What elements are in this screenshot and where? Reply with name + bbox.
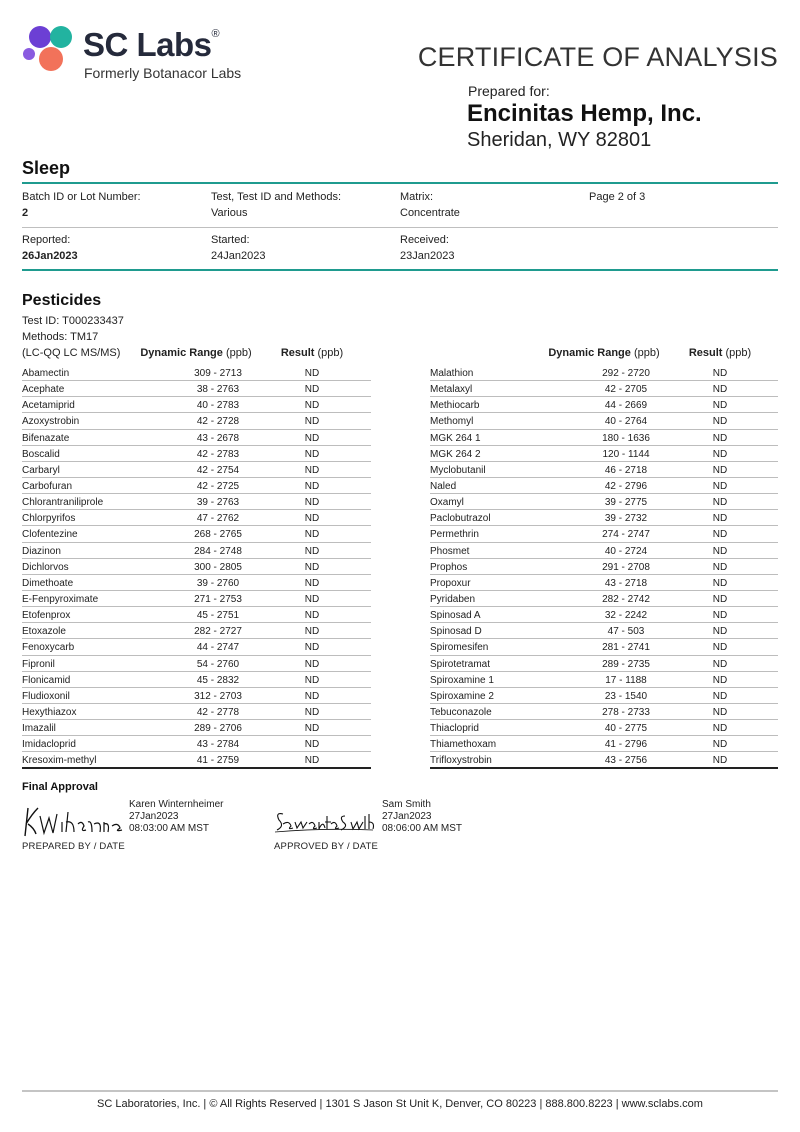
analyte-name: Hexythiazox <box>22 706 77 718</box>
analyte-name: E-Fenpyroximate <box>22 593 99 605</box>
result: ND <box>712 432 728 444</box>
dynamic-range: 120 - 1144 <box>602 448 650 460</box>
table-row <box>22 704 371 720</box>
result: ND <box>712 368 728 379</box>
result: ND <box>304 642 320 654</box>
analyte-name: Abamectin <box>22 368 70 379</box>
dynamic-range: 42 - 2783 <box>196 448 240 460</box>
analyte-name: Metalaxyl <box>430 384 473 396</box>
dynamic-range: 284 - 2748 <box>194 545 242 557</box>
result: ND <box>712 690 728 702</box>
batch-info <box>22 189 141 221</box>
approver-name: Sam Smith <box>382 799 431 810</box>
col-header-range-right: Dynamic Range (ppb) <box>548 347 660 359</box>
dynamic-range: 39 - 2732 <box>604 513 648 525</box>
analyte-name: Fipronil <box>22 658 55 670</box>
table-row <box>430 397 778 413</box>
table-row <box>430 526 778 542</box>
table-row <box>22 510 371 526</box>
dynamic-range: 44 - 2669 <box>604 400 648 412</box>
dynamic-range: 42 - 2778 <box>196 706 240 718</box>
dynamic-range: 45 - 2751 <box>196 610 240 622</box>
table-row <box>22 656 371 672</box>
analyte-name: Imidacloprid <box>22 739 76 751</box>
table-row <box>430 591 778 607</box>
analyte-name: Pyridaben <box>430 593 476 605</box>
table-row <box>22 430 371 446</box>
result: ND <box>712 755 728 767</box>
analyte-name: Spiromesifen <box>430 642 489 654</box>
page-label: Page 2 of 3 <box>589 191 646 203</box>
result: ND <box>304 739 320 751</box>
table-row <box>22 672 371 688</box>
approver-signature <box>273 802 377 836</box>
dynamic-range: 46 - 2718 <box>604 464 648 476</box>
result: ND <box>304 432 320 444</box>
table-row <box>22 688 371 704</box>
result: ND <box>304 497 320 509</box>
dynamic-range: 309 - 2713 <box>194 368 242 379</box>
table-row <box>22 462 371 478</box>
pesticide-table-left <box>22 365 371 769</box>
dynamic-range: 43 - 2718 <box>604 577 648 589</box>
table-row <box>22 720 371 736</box>
reported-info <box>22 232 78 264</box>
preparer-role: PREPARED BY / DATE <box>22 841 125 852</box>
dynamic-range: 45 - 2832 <box>196 674 240 686</box>
analyte-name: Paclobutrazol <box>430 513 491 525</box>
result: ND <box>712 577 728 589</box>
result: ND <box>304 626 320 638</box>
table-row <box>430 688 778 704</box>
result: ND <box>712 480 728 492</box>
approver-role: APPROVED BY / DATE <box>274 841 379 852</box>
table-row <box>22 365 371 381</box>
result: ND <box>304 384 320 396</box>
analyte-name: Propoxur <box>430 577 471 589</box>
dynamic-range: 41 - 2759 <box>196 755 240 767</box>
matrix-label: Matrix: <box>400 191 433 203</box>
table-row <box>22 413 371 429</box>
analyte-name: Diazinon <box>22 545 61 557</box>
result: ND <box>712 642 728 654</box>
analyte-name: Chlorantraniliprole <box>22 497 104 509</box>
table-row <box>430 752 778 768</box>
test-info <box>211 189 341 221</box>
result: ND <box>304 706 320 718</box>
received-label: Received: <box>400 234 449 246</box>
dynamic-range: 282 - 2727 <box>194 626 242 638</box>
analyte-name: Naled <box>430 480 457 492</box>
divider <box>22 269 778 271</box>
started-info <box>211 232 265 264</box>
sc-labs-logo-icon <box>22 22 78 74</box>
table-row <box>22 607 371 623</box>
dynamic-range: 23 - 1540 <box>604 690 648 702</box>
table-row <box>22 446 371 462</box>
analyte-name: Phosmet <box>430 545 470 557</box>
brand-name: SC Labs® <box>83 26 220 63</box>
document-title: CERTIFICATE OF ANALYSIS <box>417 42 778 72</box>
analyte-name: Kresoxim-methyl <box>22 755 97 767</box>
analyte-name: Acetamiprid <box>22 400 75 412</box>
dynamic-range: 39 - 2775 <box>604 497 648 509</box>
batch-value: 2 <box>22 207 29 219</box>
result: ND <box>712 593 728 605</box>
analyte-name: Etofenprox <box>22 610 71 622</box>
received-info <box>400 232 454 264</box>
result: ND <box>712 513 728 525</box>
client-name: Encinitas Hemp, Inc. <box>467 100 702 127</box>
reported-label: Reported: <box>22 234 71 246</box>
table-row <box>22 494 371 510</box>
dynamic-range: 180 - 1636 <box>602 432 650 444</box>
result: ND <box>712 723 728 735</box>
result: ND <box>712 529 728 541</box>
result: ND <box>304 723 320 735</box>
result: ND <box>304 674 320 686</box>
result: ND <box>304 529 320 541</box>
result: ND <box>712 497 728 509</box>
dynamic-range: 300 - 2805 <box>194 561 242 573</box>
sc-labs-logo <box>22 22 262 82</box>
dynamic-range: 42 - 2754 <box>196 464 240 476</box>
dynamic-range: 40 - 2764 <box>604 416 648 428</box>
table-row <box>22 381 371 397</box>
table-row <box>430 446 778 462</box>
matrix-value: Concentrate <box>400 207 460 219</box>
result: ND <box>304 513 320 525</box>
pesticide-table-right <box>430 365 778 769</box>
dynamic-range: 40 - 2783 <box>196 400 240 412</box>
test-label: Test, Test ID and Methods: <box>211 191 342 203</box>
table-row <box>22 591 371 607</box>
dynamic-range: 274 - 2747 <box>602 529 650 541</box>
col-header-result-right: Result (ppb) <box>688 347 752 359</box>
analyte-name: Carbaryl <box>22 464 60 476</box>
analyte-name: MGK 264 1 <box>430 432 481 444</box>
result: ND <box>304 610 320 622</box>
table-row <box>430 494 778 510</box>
footer-text: SC Laboratories, Inc. | © All Rights Reserved | 1301 S Jason St Unit K, Denver, CO 80223 | 888.800.8223 | www.sclabs.com <box>97 1098 703 1110</box>
analyte-name: Myclobutanil <box>430 464 486 476</box>
analyte-name: Chlorpyrifos <box>22 513 76 525</box>
table-row <box>430 381 778 397</box>
result: ND <box>712 739 728 751</box>
dynamic-range: 43 - 2678 <box>196 432 240 444</box>
analyte-name: Dichlorvos <box>22 561 69 573</box>
table-row <box>430 607 778 623</box>
table-row <box>22 559 371 575</box>
result: ND <box>712 610 728 622</box>
analyte-name: Methiocarb <box>430 400 480 412</box>
dynamic-range: 42 - 2705 <box>604 384 648 396</box>
dynamic-range: 32 - 2242 <box>604 610 648 622</box>
table-row <box>22 639 371 655</box>
dynamic-range: 281 - 2741 <box>602 642 650 654</box>
table-row <box>22 623 371 639</box>
analyte-name: Spinosad D <box>430 626 482 638</box>
approver-date: 27Jan2023 <box>382 811 432 822</box>
table-row <box>430 413 778 429</box>
result: ND <box>304 416 320 428</box>
dynamic-range: 292 - 2720 <box>602 368 650 379</box>
dynamic-range: 40 - 2775 <box>604 723 648 735</box>
analyte-name: Fludioxonil <box>22 690 70 702</box>
footer-divider <box>22 1090 778 1092</box>
table-row <box>22 575 371 591</box>
analyte-name: Bifenazate <box>22 432 70 444</box>
section-title-pesticides: Pesticides <box>22 292 102 309</box>
result: ND <box>304 755 320 767</box>
method-detail: (LC-QQ LC MS/MS) <box>22 347 121 359</box>
test-id: Test ID: T000233437 <box>22 315 124 327</box>
result: ND <box>712 674 728 686</box>
analyte-name: Spinosad A <box>430 610 481 622</box>
result: ND <box>304 480 320 492</box>
received-value: 23Jan2023 <box>400 250 455 262</box>
dynamic-range: 39 - 2763 <box>196 497 240 509</box>
dynamic-range: 40 - 2724 <box>604 545 648 557</box>
table-row <box>430 704 778 720</box>
table-row <box>430 720 778 736</box>
analyte-name: Thiamethoxam <box>430 739 497 751</box>
dynamic-range: 43 - 2784 <box>196 739 240 751</box>
dynamic-range: 43 - 2756 <box>604 755 648 767</box>
product-name: Sleep <box>22 158 71 178</box>
dynamic-range: 268 - 2765 <box>194 529 242 541</box>
table-row <box>430 623 778 639</box>
analyte-name: Permethrin <box>430 529 479 541</box>
test-value: Various <box>211 207 248 219</box>
analyte-name: Trifloxystrobin <box>430 755 492 767</box>
table-row <box>22 543 371 559</box>
dynamic-range: 42 - 2728 <box>196 416 240 428</box>
result: ND <box>304 368 320 379</box>
final-approval-title: Final Approval <box>22 781 98 793</box>
analyte-name: Prophos <box>430 561 468 573</box>
analyte-name: Dimethoate <box>22 577 74 589</box>
table-row <box>22 526 371 542</box>
table-row <box>430 575 778 591</box>
table-row <box>22 736 371 752</box>
table-row <box>22 397 371 413</box>
analyte-name: Acephate <box>22 384 65 396</box>
result: ND <box>304 464 320 476</box>
page-number <box>589 189 645 205</box>
table-row <box>430 543 778 559</box>
table-row <box>430 462 778 478</box>
table-row <box>430 736 778 752</box>
result: ND <box>304 658 320 670</box>
col-header-range-left: Dynamic Range (ppb) <box>140 347 252 359</box>
reported-value: 26Jan2023 <box>22 250 78 262</box>
result: ND <box>712 464 728 476</box>
dynamic-range: 39 - 2760 <box>196 577 240 589</box>
preparer-name: Karen Winternheimer <box>129 799 224 810</box>
analyte-name: Thiacloprid <box>430 723 479 735</box>
result: ND <box>712 448 728 460</box>
analyte-name: Oxamyl <box>430 497 464 509</box>
preparer-date: 27Jan2023 <box>129 811 179 822</box>
methods: Methods: TM17 <box>22 331 99 343</box>
result: ND <box>304 400 320 412</box>
started-value: 24Jan2023 <box>211 250 266 262</box>
table-row <box>430 510 778 526</box>
prepared-for-label: Prepared for: <box>468 83 550 99</box>
table-row <box>22 752 371 768</box>
analyte-name: Etoxazole <box>22 626 66 638</box>
analyte-name: Flonicamid <box>22 674 71 686</box>
result: ND <box>304 690 320 702</box>
result: ND <box>304 545 320 557</box>
result: ND <box>712 626 728 638</box>
analyte-name: Spiroxamine 1 <box>430 674 494 686</box>
table-row <box>430 559 778 575</box>
brand-subtitle: Formerly Botanacor Labs <box>84 65 242 81</box>
analyte-name: Clofentezine <box>22 529 78 541</box>
analyte-name: Fenoxycarb <box>22 642 75 654</box>
table-row <box>430 672 778 688</box>
table-row <box>430 656 778 672</box>
analyte-name: Spiroxamine 2 <box>430 690 494 702</box>
dynamic-range: 17 - 1188 <box>605 674 647 686</box>
approver-info <box>382 799 462 835</box>
dynamic-range: 47 - 503 <box>607 626 645 638</box>
table-row <box>430 478 778 494</box>
dynamic-range: 291 - 2708 <box>602 561 650 573</box>
result: ND <box>712 384 728 396</box>
dynamic-range: 289 - 2735 <box>602 658 650 670</box>
analyte-name: Spirotetramat <box>430 658 491 670</box>
dynamic-range: 289 - 2706 <box>194 723 242 735</box>
analyte-name: Azoxystrobin <box>22 416 80 428</box>
dynamic-range: 47 - 2762 <box>196 513 240 525</box>
analyte-name: Carbofuran <box>22 480 73 492</box>
dynamic-range: 312 - 2703 <box>194 690 242 702</box>
analyte-name: Tebuconazole <box>430 706 492 718</box>
approver-time: 08:06:00 AM MST <box>382 823 463 834</box>
analyte-name: Boscalid <box>22 448 60 460</box>
dynamic-range: 44 - 2747 <box>196 642 240 654</box>
divider <box>22 227 778 228</box>
preparer-signature <box>22 800 126 840</box>
table-row <box>430 365 778 381</box>
result: ND <box>712 706 728 718</box>
preparer-time: 08:03:00 AM MST <box>129 823 210 834</box>
divider <box>22 182 778 184</box>
dynamic-range: 271 - 2753 <box>194 593 242 605</box>
analyte-name: Methomyl <box>430 416 474 428</box>
result: ND <box>304 448 320 460</box>
table-row <box>430 639 778 655</box>
preparer-info <box>129 799 223 835</box>
dynamic-range: 54 - 2760 <box>196 658 240 670</box>
matrix-info <box>400 189 460 221</box>
analyte-name: Imazalil <box>22 723 56 735</box>
result: ND <box>712 400 728 412</box>
started-label: Started: <box>211 234 250 246</box>
dynamic-range: 42 - 2796 <box>604 480 648 492</box>
table-row <box>430 430 778 446</box>
result: ND <box>712 545 728 557</box>
batch-label: Batch ID or Lot Number: <box>22 191 141 203</box>
result: ND <box>304 577 320 589</box>
analyte-name: MGK 264 2 <box>430 448 481 460</box>
analyte-name: Malathion <box>430 368 474 379</box>
result: ND <box>712 416 728 428</box>
col-header-result-left: Result (ppb) <box>280 347 344 359</box>
dynamic-range: 278 - 2733 <box>602 706 650 718</box>
table-row <box>22 478 371 494</box>
result: ND <box>304 593 320 605</box>
dynamic-range: 41 - 2796 <box>604 739 648 751</box>
dynamic-range: 42 - 2725 <box>196 480 240 492</box>
result: ND <box>712 561 728 573</box>
client-address: Sheridan, WY 82801 <box>467 129 652 151</box>
result: ND <box>712 658 728 670</box>
dynamic-range: 38 - 2763 <box>196 384 240 396</box>
result: ND <box>304 561 320 573</box>
dynamic-range: 282 - 2742 <box>602 593 650 605</box>
